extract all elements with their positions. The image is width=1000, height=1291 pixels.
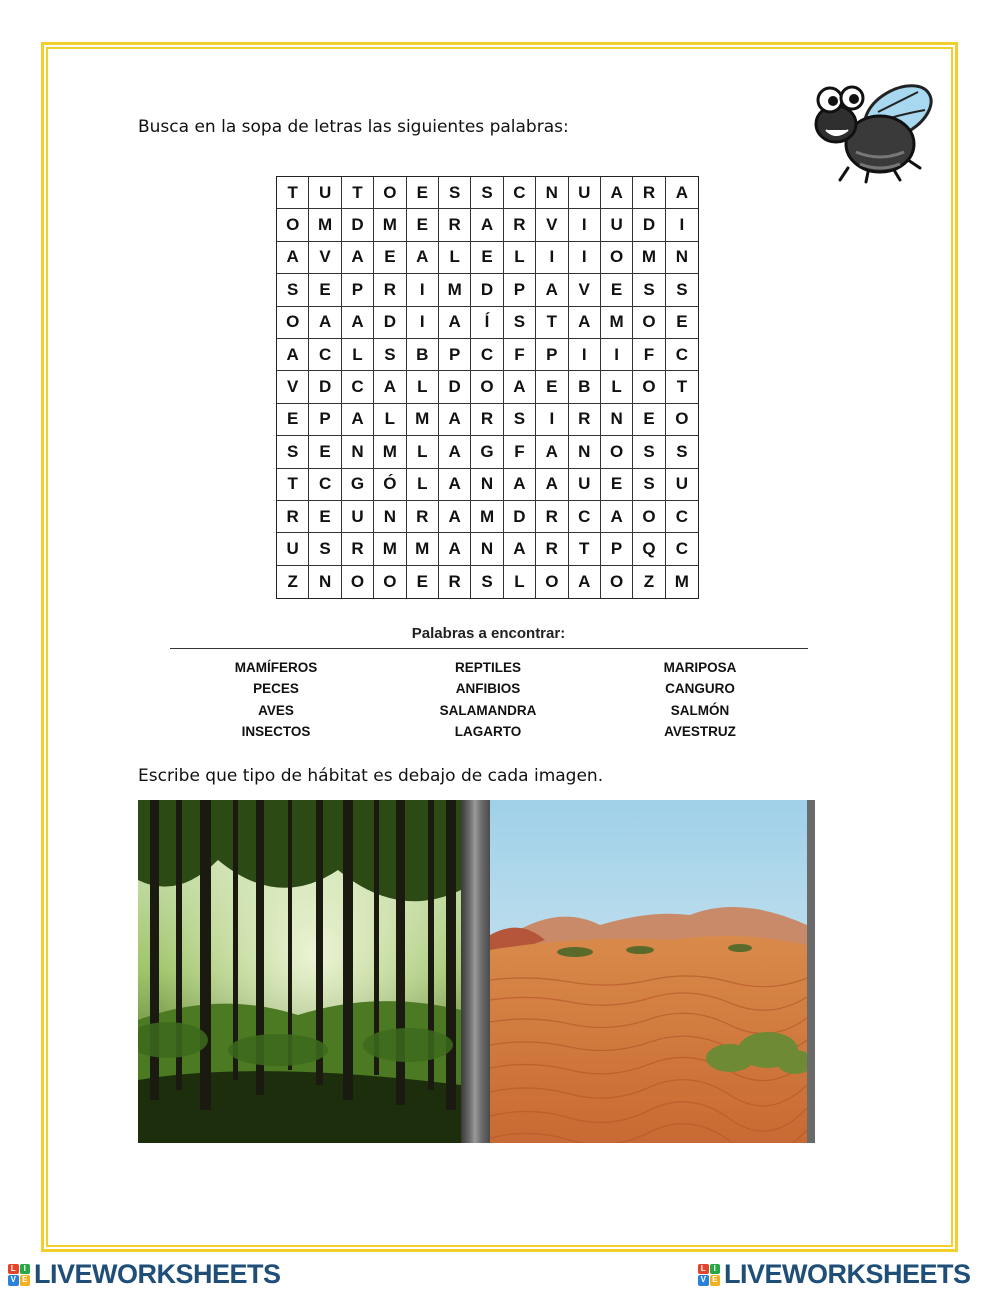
grid-cell: M (407, 404, 439, 436)
grid-cell: L (407, 436, 439, 468)
grid-cell: O (374, 177, 406, 209)
grid-cell: T (666, 371, 698, 403)
grid-cell: N (569, 436, 601, 468)
grid-cell: L (601, 371, 633, 403)
grid-cell: E (277, 404, 309, 436)
grid-cell: L (504, 242, 536, 274)
grid-cell: A (504, 371, 536, 403)
word-item: ANFIBIOS (455, 681, 521, 697)
grid-cell: A (569, 566, 601, 598)
forest-image (138, 800, 461, 1143)
grid-cell: I (601, 339, 633, 371)
grid-cell: D (309, 371, 341, 403)
grid-cell: A (601, 177, 633, 209)
word-item: SALMÓN (670, 702, 730, 718)
grid-cell: P (309, 404, 341, 436)
grid-cell: C (666, 339, 698, 371)
grid-cell: E (374, 242, 406, 274)
liveworksheets-brand (8, 1259, 281, 1290)
grid-cell: A (439, 404, 471, 436)
word-item: MAMÍFEROS (234, 660, 318, 675)
word-item: MARIPOSA (663, 660, 737, 675)
word-list-column (378, 657, 598, 742)
grid-cell: A (504, 469, 536, 501)
word-item: PECES (253, 681, 299, 697)
grid-cell: T (277, 177, 309, 209)
grid-cell: E (633, 404, 665, 436)
grid-cell: D (471, 274, 503, 306)
grid-cell: N (601, 404, 633, 436)
grid-cell: E (407, 209, 439, 241)
grid-cell: U (569, 469, 601, 501)
grid-cell: S (277, 274, 309, 306)
grid-cell: A (439, 436, 471, 468)
grid-cell: N (342, 436, 374, 468)
grid-cell: T (277, 469, 309, 501)
grid-cell: C (666, 501, 698, 533)
word-item: INSECTOS (241, 723, 311, 739)
grid-cell: N (471, 469, 503, 501)
grid-cell: F (504, 339, 536, 371)
grid-cell: P (601, 533, 633, 565)
grid-cell: A (309, 307, 341, 339)
grid-cell: U (569, 177, 601, 209)
grid-cell: R (407, 501, 439, 533)
grid-cell: D (439, 371, 471, 403)
grid-cell: O (633, 371, 665, 403)
grid-cell: P (504, 274, 536, 306)
grid-cell: E (309, 501, 341, 533)
grid-cell: C (666, 533, 698, 565)
grid-cell: B (569, 371, 601, 403)
grid-cell: Q (633, 533, 665, 565)
grid-cell: P (439, 339, 471, 371)
grid-cell: U (601, 209, 633, 241)
grid-cell: E (666, 307, 698, 339)
grid-cell: B (407, 339, 439, 371)
grid-cell: U (666, 469, 698, 501)
grid-cell: O (601, 436, 633, 468)
words-title: Palabras a encontrar: (411, 625, 566, 642)
grid-cell: L (342, 339, 374, 371)
grid-cell: S (471, 177, 503, 209)
grid-cell: N (309, 566, 341, 598)
grid-cell: L (439, 242, 471, 274)
grid-cell: M (374, 436, 406, 468)
grid-cell: A (536, 274, 568, 306)
grid-cell: G (471, 436, 503, 468)
grid-cell: N (666, 242, 698, 274)
grid-cell: A (374, 371, 406, 403)
grid-cell: A (536, 436, 568, 468)
grid-cell: A (277, 339, 309, 371)
grid-cell: M (374, 533, 406, 565)
desert-image (490, 800, 807, 1143)
grid-cell: V (569, 274, 601, 306)
grid-cell: A (439, 533, 471, 565)
grid-cell: M (374, 209, 406, 241)
word-item: REPTILES (454, 660, 521, 675)
grid-cell: E (601, 469, 633, 501)
words-divider (170, 648, 808, 649)
grid-cell: S (439, 177, 471, 209)
grid-cell: A (536, 469, 568, 501)
grid-cell: S (374, 339, 406, 371)
grid-cell: T (342, 177, 374, 209)
grid-cell: M (633, 242, 665, 274)
grid-cell: P (342, 274, 374, 306)
grid-cell: I (569, 339, 601, 371)
word-list-column (166, 657, 386, 742)
grid-cell: A (342, 307, 374, 339)
wordsearch-instruction: Busca en la sopa de letras las siguientes palabras: (138, 117, 569, 137)
grid-cell: O (666, 404, 698, 436)
grid-cell: O (536, 566, 568, 598)
grid-cell: L (407, 469, 439, 501)
grid-cell: A (439, 307, 471, 339)
grid-cell: L (504, 566, 536, 598)
grid-cell: I (666, 209, 698, 241)
grid-cell: E (407, 177, 439, 209)
grid-cell: F (633, 339, 665, 371)
grid-cell: V (277, 371, 309, 403)
word-item: AVES (258, 702, 294, 718)
grid-cell: Ó (374, 469, 406, 501)
liveworksheets-text: LIVEWORKSHEETS (34, 1259, 281, 1289)
grid-cell: A (342, 242, 374, 274)
grid-cell: O (601, 242, 633, 274)
grid-cell: A (569, 307, 601, 339)
image-edge (807, 800, 815, 1143)
grid-cell: G (342, 469, 374, 501)
grid-cell: C (342, 371, 374, 403)
grid-cell: R (536, 501, 568, 533)
grid-cell: N (471, 533, 503, 565)
grid-cell: A (407, 242, 439, 274)
liveworksheets-brand (698, 1259, 971, 1290)
grid-cell: A (666, 177, 698, 209)
grid-cell: C (569, 501, 601, 533)
grid-cell: U (342, 501, 374, 533)
grid-cell: M (407, 533, 439, 565)
grid-cell: C (309, 339, 341, 371)
grid-cell: I (407, 274, 439, 306)
grid-cell: D (342, 209, 374, 241)
word-item: SALAMANDRA (439, 702, 537, 718)
grid-cell: E (309, 274, 341, 306)
grid-cell: C (504, 177, 536, 209)
grid-cell: R (439, 566, 471, 598)
grid-cell: R (277, 501, 309, 533)
grid-cell: V (309, 242, 341, 274)
grid-cell: V (536, 209, 568, 241)
grid-cell: T (569, 533, 601, 565)
grid-cell: N (374, 501, 406, 533)
grid-cell: C (471, 339, 503, 371)
word-search-grid (276, 176, 699, 599)
grid-cell: S (309, 533, 341, 565)
grid-cell: T (536, 307, 568, 339)
grid-cell: O (601, 566, 633, 598)
grid-cell: M (674, 571, 689, 591)
grid-cell: Í (471, 307, 503, 339)
grid-cell: R (569, 404, 601, 436)
habitat-images (138, 800, 815, 1143)
grid-cell: U (309, 177, 341, 209)
grid-cell: S (666, 436, 698, 468)
grid-cell: E (471, 242, 503, 274)
liveworksheets-text: LIVEWORKSHEETS (724, 1259, 971, 1289)
grid-cell: O (277, 307, 309, 339)
grid-cell: R (536, 533, 568, 565)
grid-cell: I (536, 404, 568, 436)
grid-cell: S (471, 566, 503, 598)
grid-cell: I (569, 242, 601, 274)
grid-cell: I (536, 242, 568, 274)
grid-cell: D (504, 501, 536, 533)
grid-cell: S (633, 436, 665, 468)
grid-cell: S (666, 274, 698, 306)
grid-cell: A (342, 404, 374, 436)
grid-cell: A (277, 242, 309, 274)
grid-cell: D (374, 307, 406, 339)
grid-cell: M (471, 501, 503, 533)
grid-cell: R (633, 177, 665, 209)
grid-cell: D (633, 209, 665, 241)
grid-cell: O (633, 501, 665, 533)
grid-cell: S (633, 274, 665, 306)
grid-cell: U (277, 533, 309, 565)
grid-cell: S (633, 469, 665, 501)
grid-cell: E (309, 436, 341, 468)
grid-cell: A (601, 501, 633, 533)
grid-cell: R (374, 274, 406, 306)
fly-icon (808, 72, 948, 184)
grid-cell: R (342, 533, 374, 565)
grid-cell: Z (633, 566, 665, 598)
grid-cell: P (536, 339, 568, 371)
grid-cell: S (504, 404, 536, 436)
grid-cell: A (439, 501, 471, 533)
word-list-column (590, 657, 810, 742)
grid-cell: S (277, 436, 309, 468)
grid-cell: E (601, 274, 633, 306)
grid-cell: N (536, 177, 568, 209)
grid-cell: F (504, 436, 536, 468)
grid-cell: Z (277, 566, 309, 598)
grid-cell: S (504, 307, 536, 339)
liveworksheets-logo-icon: L I V E (698, 1264, 720, 1286)
word-item: LAGARTO (454, 723, 522, 739)
grid-cell: O (471, 371, 503, 403)
grid-cell: R (504, 209, 536, 241)
grid-cell: L (374, 404, 406, 436)
liveworksheets-logo-icon: L I V E (8, 1264, 30, 1286)
grid-cell: A (504, 533, 536, 565)
grid-cell: I (569, 209, 601, 241)
grid-cell: R (439, 209, 471, 241)
image-divider (461, 800, 490, 1143)
grid-cell: R (471, 404, 503, 436)
habitat-instruction: Escribe que tipo de hábitat es debajo de cada imagen. (138, 766, 604, 786)
grid-cell: O (374, 566, 406, 598)
grid-cell: M (601, 307, 633, 339)
grid-cell: O (633, 307, 665, 339)
grid-cell: M (309, 209, 341, 241)
grid-cell: C (309, 469, 341, 501)
grid-cell: A (471, 209, 503, 241)
grid-cell: E (407, 566, 439, 598)
grid-cell: I (407, 307, 439, 339)
word-item: CANGURO (665, 681, 735, 697)
grid-cell: A (439, 469, 471, 501)
grid-cell: M (439, 274, 471, 306)
grid-cell: O (342, 566, 374, 598)
word-item: AVESTRUZ (664, 723, 736, 739)
grid-cell: L (407, 371, 439, 403)
grid-cell: E (536, 371, 568, 403)
grid-cell: O (277, 209, 309, 241)
